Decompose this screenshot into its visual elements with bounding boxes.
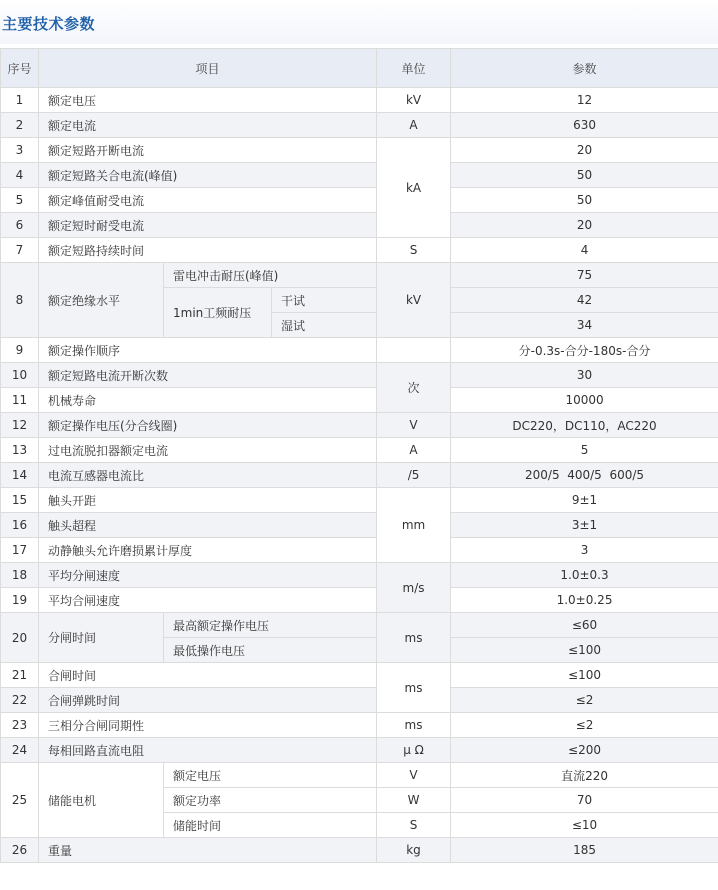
table-row <box>1 563 718 588</box>
table-row <box>1 113 718 138</box>
row-subsubitem: 干试 <box>272 288 377 313</box>
row-unit: ms <box>377 713 451 738</box>
table-row <box>1 213 718 238</box>
row-item: 合闸时间 <box>39 663 377 688</box>
row-value: 34 <box>451 313 718 338</box>
row-value: 直流220 <box>451 763 718 788</box>
table-row <box>1 338 718 363</box>
row-no: 19 <box>1 588 39 613</box>
row-item: 电流互感器电流比 <box>39 463 377 488</box>
row-item: 重量 <box>39 838 377 863</box>
table-row <box>1 688 718 713</box>
row-item: 动静触头允许磨损累计厚度 <box>39 538 377 563</box>
header-param: 参数 <box>451 49 718 88</box>
row-unit: kg <box>377 838 451 863</box>
row-value: 200/5 400/5 600/5 <box>451 463 718 488</box>
table-row <box>1 363 718 388</box>
row-value: 70 <box>451 788 718 813</box>
row-unit: 次 <box>377 363 451 413</box>
row-value: 12 <box>451 88 718 113</box>
row-item: 分闸时间 <box>39 613 164 663</box>
table-row <box>1 538 718 563</box>
row-item: 额定短路开断电流 <box>39 138 377 163</box>
row-subsubitem: 湿试 <box>272 313 377 338</box>
row-subitem: 储能时间 <box>164 813 377 838</box>
row-item: 额定操作顺序 <box>39 338 377 363</box>
row-subitem: 1min工频耐压 <box>164 288 272 338</box>
row-item: 触头超程 <box>39 513 377 538</box>
row-item: 三相分合闸同期性 <box>39 713 377 738</box>
spec-table <box>0 48 718 863</box>
row-value: ≤100 <box>451 663 718 688</box>
table-row <box>1 388 718 413</box>
row-value: 1.0±0.25 <box>451 588 718 613</box>
row-unit: /5 <box>377 463 451 488</box>
row-unit: m/s <box>377 563 451 613</box>
row-value: 185 <box>451 838 718 863</box>
row-value: 75 <box>451 263 718 288</box>
row-unit: W <box>377 788 451 813</box>
table-row <box>1 263 718 288</box>
row-no: 15 <box>1 488 39 513</box>
row-value: 3 <box>451 538 718 563</box>
row-value: ≤10 <box>451 813 718 838</box>
row-item: 额定短路电流开断次数 <box>39 363 377 388</box>
row-value: 630 <box>451 113 718 138</box>
table-row <box>1 838 718 863</box>
row-item: 额定电流 <box>39 113 377 138</box>
table-header-row <box>1 49 718 88</box>
table-row <box>1 488 718 513</box>
row-no: 10 <box>1 363 39 388</box>
row-unit: S <box>377 238 451 263</box>
row-value: 50 <box>451 163 718 188</box>
row-no: 1 <box>1 88 39 113</box>
row-value: ≤200 <box>451 738 718 763</box>
row-no: 18 <box>1 563 39 588</box>
row-item: 机械寿命 <box>39 388 377 413</box>
row-no: 24 <box>1 738 39 763</box>
row-subitem: 最低操作电压 <box>164 638 377 663</box>
row-no: 21 <box>1 663 39 688</box>
table-row <box>1 238 718 263</box>
row-unit: V <box>377 413 451 438</box>
table-row <box>1 88 718 113</box>
row-no: 6 <box>1 213 39 238</box>
row-no: 11 <box>1 388 39 413</box>
row-item: 额定短路关合电流(峰值) <box>39 163 377 188</box>
row-no: 4 <box>1 163 39 188</box>
table-row <box>1 613 718 638</box>
row-value: DC220，DC110，AC220 <box>451 413 718 438</box>
row-value: ≤100 <box>451 638 718 663</box>
table-row <box>1 738 718 763</box>
table-row <box>1 663 718 688</box>
table-row <box>1 413 718 438</box>
row-item: 额定短时耐受电流 <box>39 213 377 238</box>
row-unit: S <box>377 813 451 838</box>
row-value: 20 <box>451 213 718 238</box>
table-row <box>1 763 718 788</box>
row-value: 分-0.3s-合分-180s-合分 <box>451 338 718 363</box>
row-value: 50 <box>451 188 718 213</box>
row-no: 25 <box>1 763 39 838</box>
row-no: 23 <box>1 713 39 738</box>
row-value: ≤60 <box>451 613 718 638</box>
row-item: 过电流脱扣器额定电流 <box>39 438 377 463</box>
row-no: 3 <box>1 138 39 163</box>
row-no: 20 <box>1 613 39 663</box>
table-row <box>1 588 718 613</box>
header-no: 序号 <box>1 49 39 88</box>
row-item: 额定峰值耐受电流 <box>39 188 377 213</box>
row-unit: ms <box>377 663 451 713</box>
table-row <box>1 463 718 488</box>
row-subitem: 额定电压 <box>164 763 377 788</box>
section-title: 主要技术参数 <box>2 15 96 33</box>
row-item: 额定短路持续时间 <box>39 238 377 263</box>
row-unit: V <box>377 763 451 788</box>
row-no: 7 <box>1 238 39 263</box>
row-unit <box>377 338 451 363</box>
row-unit: ms <box>377 613 451 663</box>
row-item: 额定电压 <box>39 88 377 113</box>
row-item: 触头开距 <box>39 488 377 513</box>
row-item: 每相回路直流电阻 <box>39 738 377 763</box>
table-row <box>1 713 718 738</box>
row-unit: A <box>377 438 451 463</box>
row-no: 13 <box>1 438 39 463</box>
row-value: 42 <box>451 288 718 313</box>
table-row <box>1 513 718 538</box>
row-value: 30 <box>451 363 718 388</box>
table-row <box>1 188 718 213</box>
row-no: 5 <box>1 188 39 213</box>
row-item: 平均分闸速度 <box>39 563 377 588</box>
row-value: 9±1 <box>451 488 718 513</box>
row-no: 9 <box>1 338 39 363</box>
row-no: 22 <box>1 688 39 713</box>
row-unit: μ Ω <box>377 738 451 763</box>
row-subitem: 最高额定操作电压 <box>164 613 377 638</box>
row-value: 3±1 <box>451 513 718 538</box>
row-value: 20 <box>451 138 718 163</box>
title-bar <box>0 0 718 44</box>
row-unit: kA <box>377 138 451 238</box>
row-unit: kV <box>377 263 451 338</box>
row-value: 10000 <box>451 388 718 413</box>
row-value: 4 <box>451 238 718 263</box>
row-item: 储能电机 <box>39 763 164 838</box>
row-item: 合闸弹跳时间 <box>39 688 377 713</box>
row-unit: A <box>377 113 451 138</box>
row-unit: mm <box>377 488 451 563</box>
row-unit: kV <box>377 88 451 113</box>
row-no: 2 <box>1 113 39 138</box>
header-unit: 单位 <box>377 49 451 88</box>
row-value: 5 <box>451 438 718 463</box>
row-value: ≤2 <box>451 688 718 713</box>
row-subitem: 雷电冲击耐压(峰值) <box>164 263 377 288</box>
row-no: 8 <box>1 263 39 338</box>
row-no: 26 <box>1 838 39 863</box>
row-no: 14 <box>1 463 39 488</box>
row-no: 17 <box>1 538 39 563</box>
table-row <box>1 138 718 163</box>
row-value: ≤2 <box>451 713 718 738</box>
row-value: 1.0±0.3 <box>451 563 718 588</box>
row-item: 额定绝缘水平 <box>39 263 164 338</box>
row-no: 12 <box>1 413 39 438</box>
row-no: 16 <box>1 513 39 538</box>
row-subitem: 额定功率 <box>164 788 377 813</box>
table-row <box>1 438 718 463</box>
table-row <box>1 163 718 188</box>
row-item: 平均合闸速度 <box>39 588 377 613</box>
row-item: 额定操作电压(分合线圈) <box>39 413 377 438</box>
header-item: 项目 <box>39 49 377 88</box>
